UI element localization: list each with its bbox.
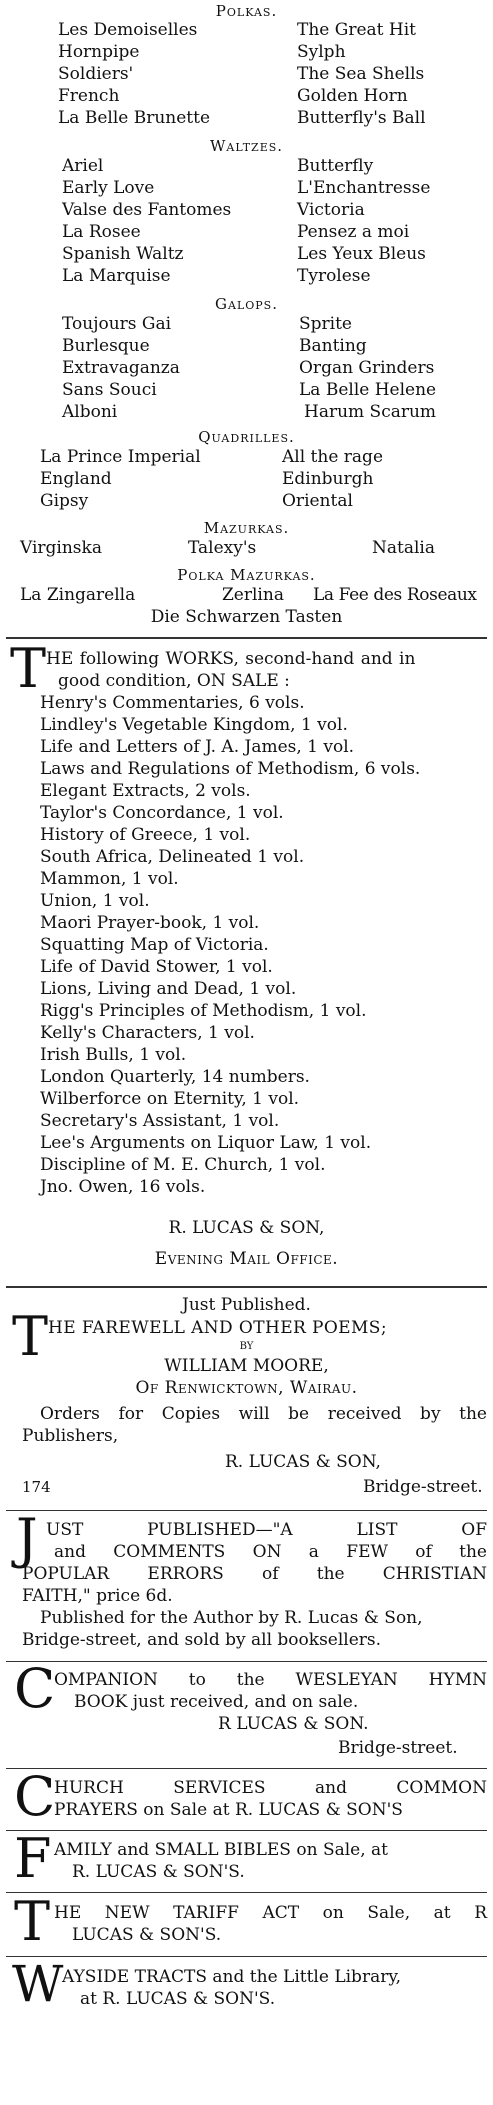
advert-line: HE NEW TARIFF ACT on Sale, at R: [54, 1903, 487, 1923]
list-item: Ariel: [62, 156, 104, 176]
divider: [6, 1892, 487, 1893]
list-item: Wilberforce on Eternity, 1 vol.: [40, 1089, 300, 1109]
list-item: L'Enchantresse: [297, 178, 431, 198]
drop-cap: C: [14, 1657, 56, 1720]
list-item: Harum Scarum: [304, 402, 437, 422]
list-item: La Belle Helene: [299, 380, 437, 400]
list-item: Les Yeux Bleus: [297, 244, 426, 264]
list-item: Laws and Regulations of Methodism, 6 vols.: [40, 759, 421, 779]
section-heading-galops: Galops.: [215, 295, 278, 313]
list-item: Virginska: [20, 538, 102, 558]
advert-signature: R LUCAS & SON.: [218, 1714, 369, 1734]
list-item: The Great Hit: [297, 20, 416, 40]
advert-line: BY: [239, 1341, 254, 1352]
list-item: Squatting Map of Victoria.: [40, 935, 269, 955]
list-item: Toujours Gai: [62, 314, 172, 334]
divider: [6, 1661, 487, 1662]
list-item: The Sea Shells: [297, 64, 425, 84]
list-item: Secretary's Assistant, 1 vol.: [40, 1111, 280, 1131]
list-item: Organ Grinders: [299, 358, 435, 378]
section-heading-waltzes: Waltzes.: [209, 137, 284, 155]
divider: [6, 637, 487, 639]
divider: [6, 1956, 487, 1957]
advert-line: BOOK just received, and on sale.: [74, 1692, 359, 1712]
list-item: Butterfly: [297, 156, 374, 176]
divider: [6, 1830, 487, 1831]
advert-line: LUCAS & SON'S.: [72, 1925, 222, 1945]
list-item: Lions, Living and Dead, 1 vol.: [40, 979, 297, 999]
advert-author: WILLIAM MOORE,: [164, 1356, 329, 1376]
list-item: Early Love: [62, 178, 155, 198]
divider: [6, 1768, 487, 1769]
list-item: Tyrolese: [297, 266, 371, 286]
advert-line: POPULAR ERRORS of the CHRISTIAN: [22, 1564, 487, 1584]
list-item: Die Schwarzen Tasten: [150, 607, 343, 627]
list-item: Life and Letters of J. A. James, 1 vol.: [40, 737, 355, 757]
advert-signature: R. LUCAS & SON,: [168, 1218, 325, 1238]
list-item: Discipline of M. E. Church, 1 vol.: [40, 1155, 326, 1175]
advert-line: Bridge-street.: [338, 1738, 458, 1758]
advert-line: FAITH," price 6d.: [22, 1586, 173, 1606]
advert-line: PRAYERS on Sale at R. LUCAS & SON'S: [54, 1800, 403, 1820]
list-item: Valse des Fantomes: [62, 200, 232, 220]
advert-line: Bridge-street, and sold by all booksellers.: [22, 1630, 382, 1650]
list-item: Lindley's Vegetable Kingdom, 1 vol.: [40, 715, 348, 735]
advert-line: R. LUCAS & SON'S.: [72, 1862, 245, 1882]
list-item: Henry's Commentaries, 6 vols.: [40, 693, 305, 713]
advert-line: Published for the Author by R. Lucas & Son,: [40, 1608, 423, 1628]
list-item: Jno. Owen, 16 vols.: [40, 1177, 206, 1197]
advert-line: Bridge-street.: [363, 1477, 483, 1497]
drop-cap: F: [14, 1827, 52, 1890]
list-item: All the rage: [282, 447, 384, 467]
list-item: Gipsy: [40, 491, 89, 511]
list-item: Hornpipe: [58, 42, 140, 62]
list-item: La Fee des Roseaux: [313, 585, 477, 605]
divider: [6, 1510, 487, 1511]
advert-line: Of Renwicktown, Wairau.: [135, 1378, 358, 1398]
advert-line: AMILY and SMALL BIBLES on Sale, at: [54, 1840, 388, 1860]
list-item: Natalia: [372, 538, 435, 558]
drop-cap: J: [16, 1507, 38, 1570]
list-item: Burlesque: [62, 336, 150, 356]
section-heading-mazurkas: Mazurkas.: [203, 519, 290, 537]
advert-line: HE following WORKS, second-hand and in: [46, 649, 416, 669]
list-item: Pensez a moi: [297, 222, 410, 242]
section-heading-polka-mazurkas: Polka Mazurkas.: [177, 566, 316, 584]
advert-title: HE FAREWELL AND OTHER POEMS;: [48, 1318, 387, 1338]
advert-line: HURCH SERVICES and COMMON: [54, 1778, 487, 1798]
list-item: Soldiers': [58, 64, 134, 84]
advert-signature-office: Evening Mail Office.: [154, 1249, 339, 1269]
list-item: Spanish Waltz: [62, 244, 184, 264]
advert-line: Publishers,: [22, 1426, 119, 1446]
list-item: Talexy's: [188, 538, 257, 558]
drop-cap: T: [14, 1890, 51, 1953]
list-item: La Marquise: [62, 266, 171, 286]
list-item: South Africa, Delineated 1 vol.: [40, 847, 305, 867]
list-item: Les Demoiselles: [58, 20, 198, 40]
advert-line: AYSIDE TRACTS and the Little Library,: [62, 1967, 402, 1987]
list-item: Extravaganza: [62, 358, 180, 378]
list-item: Golden Horn: [297, 86, 408, 106]
list-item: Lee's Arguments on Liquor Law, 1 vol.: [40, 1133, 372, 1153]
list-item: Edinburgh: [282, 469, 374, 489]
list-item: History of Greece, 1 vol.: [40, 825, 251, 845]
advert-line: UST PUBLISHED—"A LIST OF: [46, 1520, 487, 1540]
list-item: Butterfly's Ball: [297, 108, 426, 128]
list-item: Union, 1 vol.: [40, 891, 150, 911]
list-item: Zerlina: [222, 585, 284, 605]
advert-line: Just Published.: [182, 1295, 311, 1315]
advert-number: 174: [22, 1478, 51, 1496]
list-item: Maori Prayer-book, 1 vol.: [40, 913, 260, 933]
list-item: Elegant Extracts, 2 vols.: [40, 781, 251, 801]
list-item: La Belle Brunette: [58, 108, 211, 128]
drop-cap: T: [10, 637, 47, 700]
advert-line: OMPANION to the WESLEYAN HYMN: [54, 1670, 487, 1690]
list-item: Life of David Stower, 1 vol.: [40, 957, 273, 977]
advert-line: and COMMENTS ON a FEW of the: [54, 1542, 487, 1562]
list-item: La Rosee: [62, 222, 141, 242]
advert-line: at R. LUCAS & SON'S.: [80, 1989, 276, 2009]
list-item: La Zingarella: [20, 585, 136, 605]
list-item: Sprite: [299, 314, 352, 334]
list-item: Victoria: [297, 200, 365, 220]
list-item: Rigg's Principles of Methodism, 1 vol.: [40, 1001, 367, 1021]
list-item: Mammon, 1 vol.: [40, 869, 179, 889]
list-item: Taylor's Concordance, 1 vol.: [40, 803, 284, 823]
section-heading-polkas: Polkas.: [215, 2, 278, 20]
list-item: London Quarterly, 14 numbers.: [40, 1067, 310, 1087]
section-heading-quadrilles: Quadrilles.: [198, 428, 295, 446]
list-item: Kelly's Characters, 1 vol.: [40, 1023, 255, 1043]
divider: [6, 1286, 487, 1288]
list-item: La Prince Imperial: [40, 447, 201, 467]
list-item: Irish Bulls, 1 vol.: [40, 1045, 187, 1065]
list-item: England: [40, 469, 112, 489]
advert-line: Orders for Copies will be received by the: [40, 1404, 487, 1424]
advert-signature: R. LUCAS & SON,: [225, 1452, 381, 1472]
list-item: Oriental: [282, 491, 353, 511]
list-item: Sans Souci: [62, 380, 157, 400]
list-item: Banting: [299, 336, 367, 356]
advert-line: good condition, ON SALE :: [58, 671, 290, 691]
drop-cap: W: [12, 1955, 64, 2013]
list-item: French: [58, 86, 120, 106]
list-item: Sylph: [297, 42, 346, 62]
drop-cap: T: [12, 1305, 49, 1368]
list-item: Alboni: [62, 402, 118, 422]
drop-cap: C: [14, 1765, 56, 1828]
